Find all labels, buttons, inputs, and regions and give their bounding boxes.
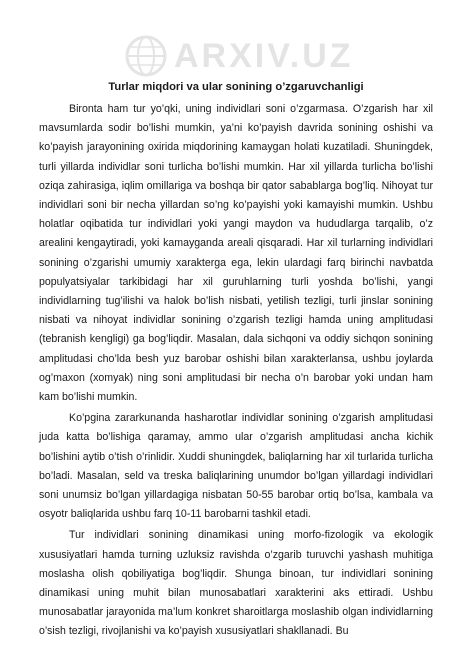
watermark-logo-text: ARXIV.UZ <box>174 36 354 75</box>
paragraph-1: Bironta ham tur yo’qki, uning individlari soni o’zgarmasa. O’zgarish har xil mavsumlarda sodir bo’lishi mumkin, ya’ni ko’payish davrida sonining oshishi va ko’payish jarayonining oxirida miqdorining kamaygan holati kuzatiladi. Shuningdek, turli yillarda individlar soni turlicha bo’lishi mumkin. Har xil yillarda turlicha bo’lishi oziqa zahirasiga, iqlim omillariga va boshqa bir qator sabablarga bog’liq. Nihoyat tur individlari soni bir necha yillardan so’ng ko’payishi yoki kamayishi mumkin. Ushbu holatlar oqibatida tur individlari yoki yangi maydon va hududlarga tarqalib, o’z arealini kengaytiradi, yoki kamayganda areali qisqaradi. Har xil turlarning individlari sonining o’zgarishi umumiy xarakterga ega, lekin ulardagi farq birinchi navbatda populyatsiyalar tarkibidagi har xil guruhlarning turli yoshda bo’lishi, yangi individlarning tug’ilishi va halok bo’lish nisbati, yetilish tezligi, turli jinslar sonining nisbati va nihoyat individlar sonining o’zgarish tezligi hamda uning amplitudasi (tebranish kengligi) ga bog’liqdir. Masalan, dala sichqoni va oddiy sichqon sonining amplitudasi cho’lda besh yuz barobar oshishi bilan xarakterlansa, ushbu joylarda og’maxon (xomyak) ning soni amplitudasi bir necha o’n barobar yoki undan ham kam bo’lishi mumkin. <box>39 103 433 404</box>
watermark <box>124 26 356 86</box>
document-title: Turlar miqdori va ular sonining o’zgaruvchanligi <box>108 81 364 93</box>
paragraph-2: Ko’pgina zararkunanda hasharotlar individlar sonining o’zgarish amplitudasi juda katta bo’lishiga qaramay, ammo ular o’zgarish amplitudasi ancha kichik bo’lishini aytib o’tish o’rinlidir. Xuddi shuningdek, baliqlarning har xil turlarida turlicha bo’ladi. Masalan, seld va treska baliqlarining unumdor bo’lgan yillardagi individlari soni unumsiz bo’lgan yillardagiga nisbatan 50-55 barobar ortiq bo’lsa, kambala va osyotr baliqlarida ushbu farq 10-11 barobarni tashkil etadi. <box>39 412 433 521</box>
paragraph-3: Tur individlari sonining dinamikasi uning morfo-fizologik va ekologik xususiyatlari hamda turning uzluksiz ravishda o’zgarib turuvchi yashash muhitiga moslasha olish qobiliyatiga bog’liqdir. Shunga binoan, tur individlari sonining dinamikasi uning muhit bilan munosabatlari xarakterini aks ettiradi. Ushbu munosabatlar jarayonida ma’lum konkret sharoitlarga moslashib olgan individlarning o’sish tezligi, rivojlanishi va ko’payish xususiyatlari shakllanadi. Bu <box>39 529 433 638</box>
globe-seal-icon <box>124 34 168 78</box>
